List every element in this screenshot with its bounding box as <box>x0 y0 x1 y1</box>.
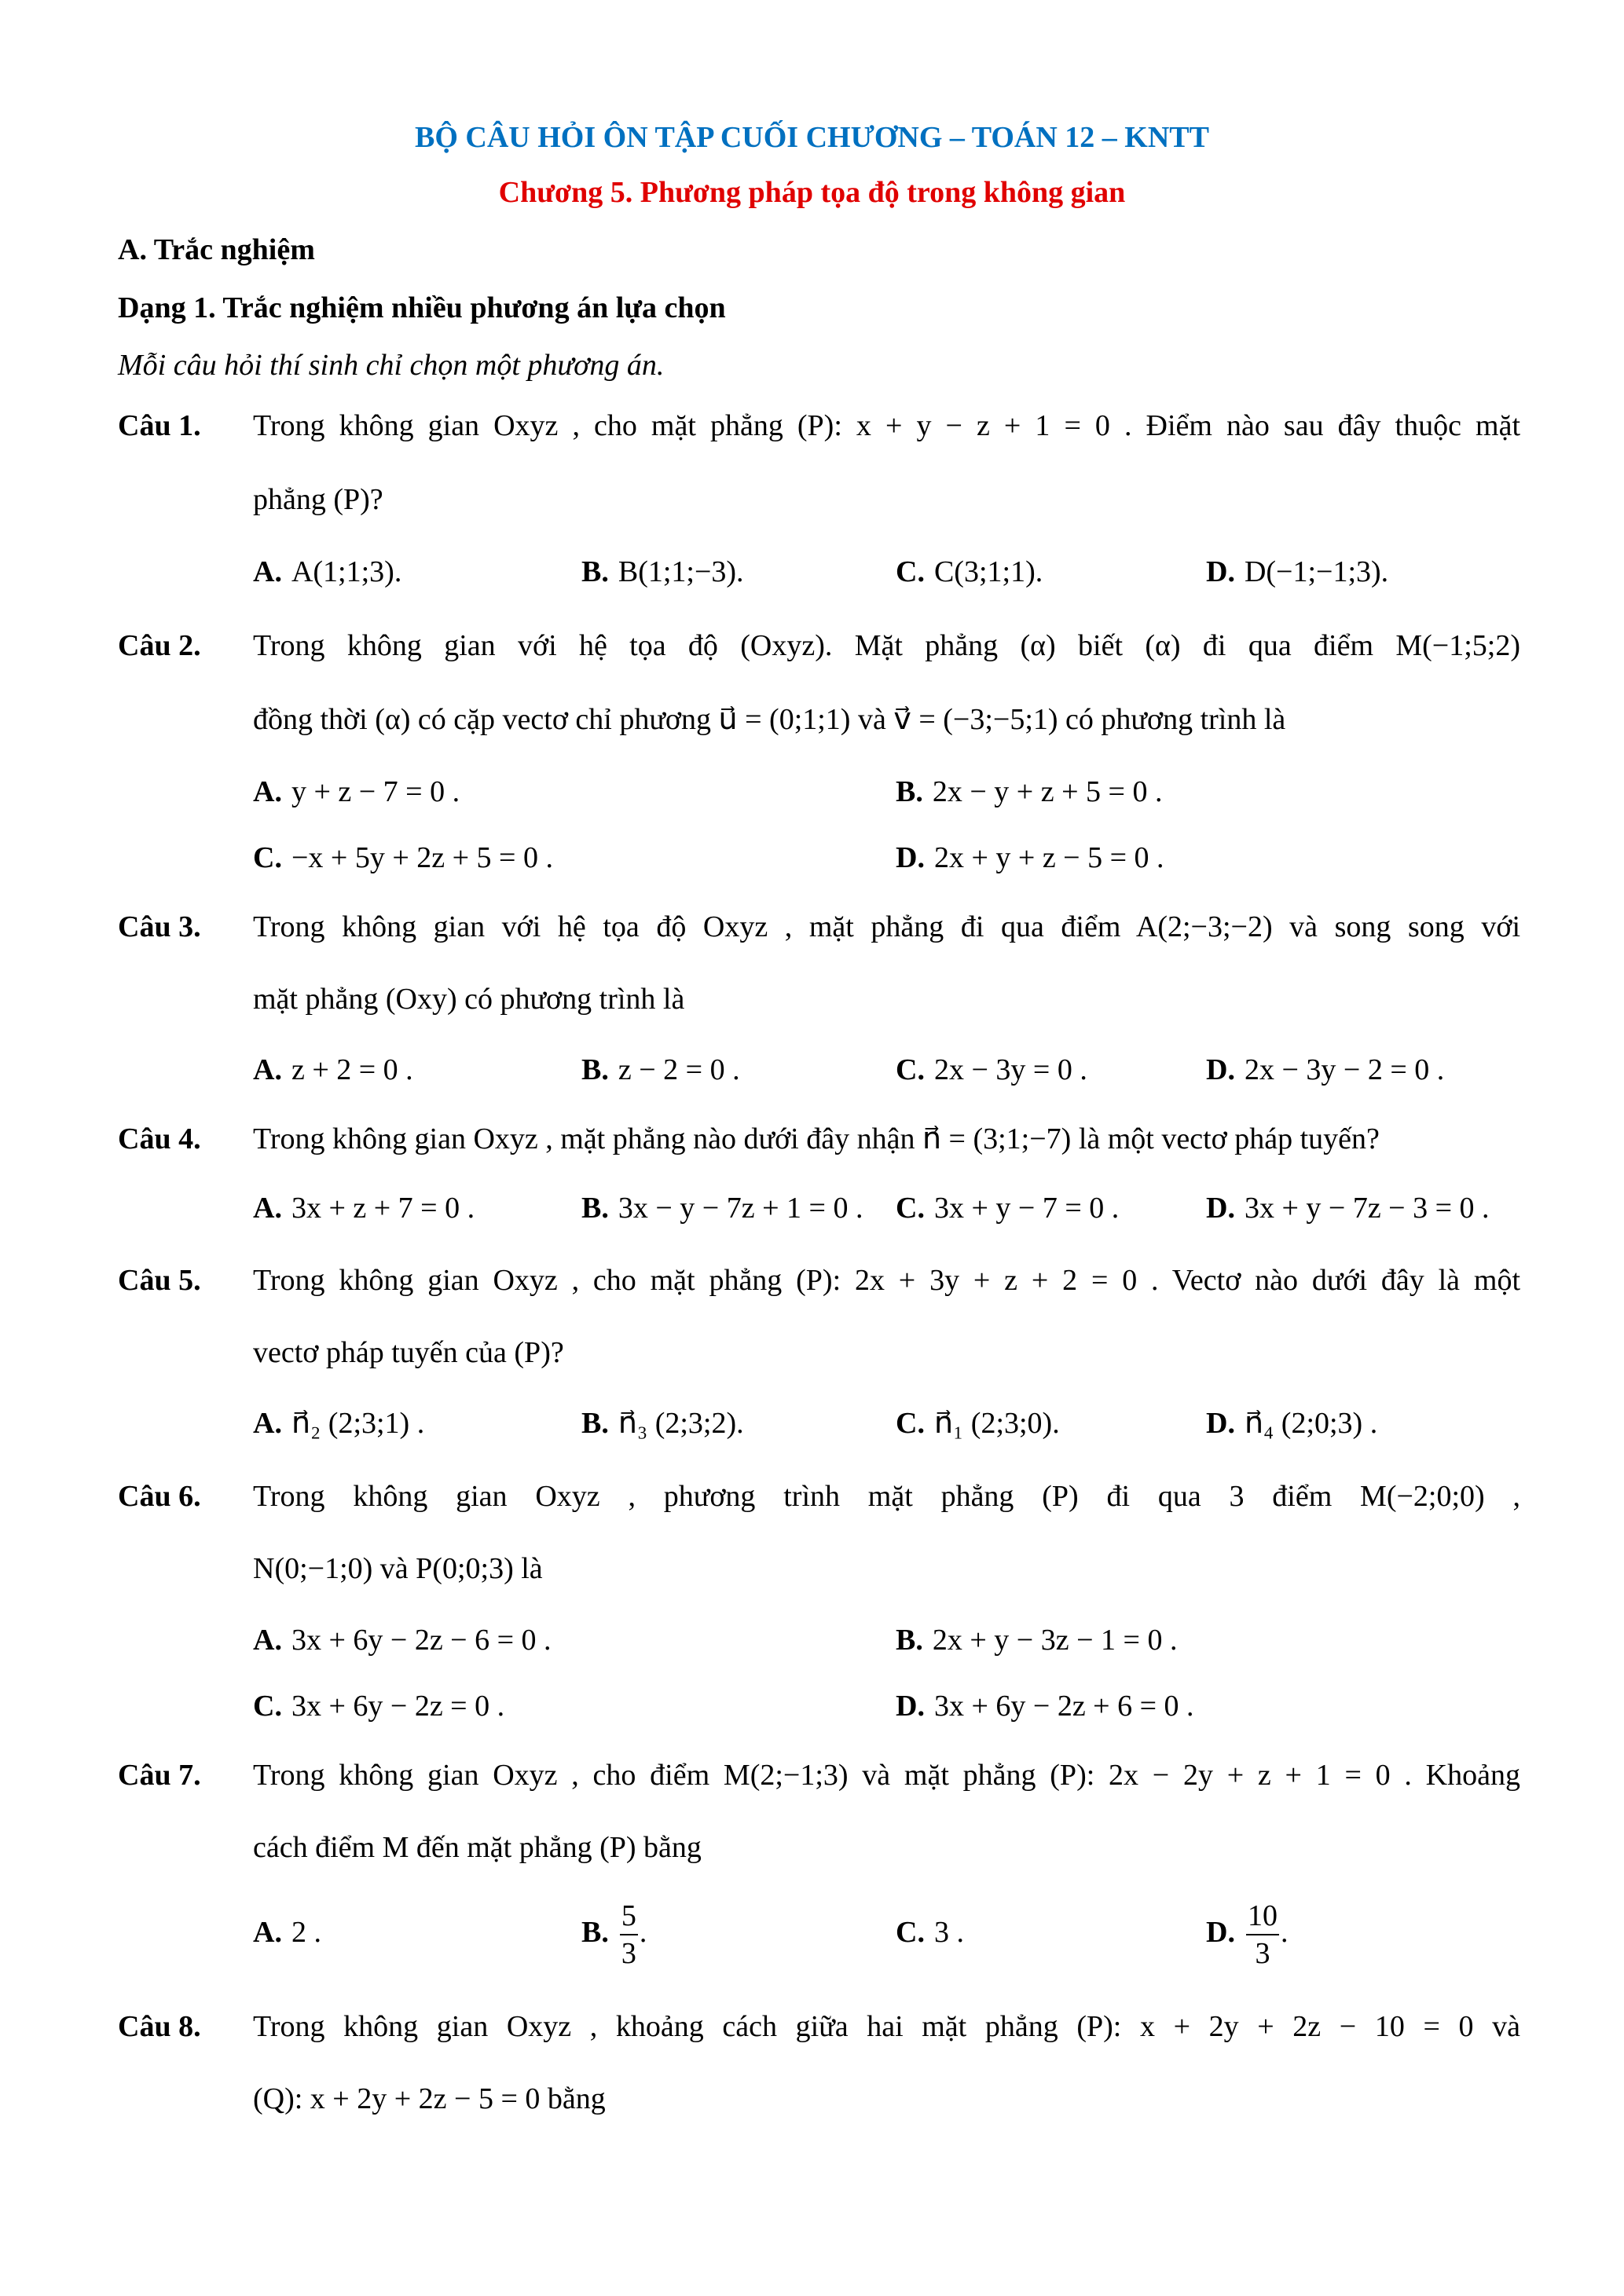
document-title: BỘ CÂU HỎI ÔN TẬP CUỐI CHƯƠNG – TOÁN 12 – KNTT <box>415 121 1209 154</box>
question-text-line: (Q): x + 2y + 2z − 5 = 0 bằng <box>253 2082 606 2115</box>
option-text: 2x − y + z + 5 = 0 . <box>932 775 1163 808</box>
option-b[interactable] <box>581 552 744 591</box>
option-key: A. <box>253 775 282 808</box>
option-text: 3x + 6y − 2z + 6 = 0 . <box>933 1690 1194 1723</box>
question-text-line: Trong không gian Oxyz , phương trình mặt phẳng (P) đi qua 3 điểm M(−2;0;0) , <box>253 1480 1520 1513</box>
option-text: 2x + y + z − 5 = 0 . <box>933 841 1164 874</box>
option-a[interactable] <box>253 1404 424 1443</box>
option-c[interactable] <box>896 1913 964 1952</box>
option-d[interactable] <box>896 1686 1194 1726</box>
option-c[interactable] <box>253 1686 504 1726</box>
option-d[interactable] <box>1206 1893 1288 1972</box>
option-c[interactable] <box>253 838 553 877</box>
section-part-heading: A. Trắc nghiệm <box>118 233 315 266</box>
fraction-denominator: 3 <box>1255 1937 1270 1971</box>
option-b[interactable] <box>896 1620 1177 1660</box>
section-type-heading: Dạng 1. Trắc nghiệm nhiều phương án lựa chọn <box>118 291 726 324</box>
option-d[interactable] <box>1206 1050 1444 1089</box>
option-key: B. <box>581 1053 609 1086</box>
option-a[interactable] <box>253 1188 475 1228</box>
option-b[interactable] <box>896 772 1162 811</box>
option-b[interactable] <box>581 1404 744 1443</box>
option-text: C(3;1;1). <box>933 555 1043 588</box>
option-text: 2 . <box>291 1916 321 1949</box>
option-key: D. <box>1206 1053 1235 1086</box>
question-text-line: phẳng (P)? <box>253 483 383 516</box>
question-text-line: Trong không gian Oxyz , cho mặt phẳng (P): x + y − z + 1 = 0 . Điểm nào sau đây thuộc mặt <box>253 409 1520 442</box>
option-text: z + 2 = 0 . <box>291 1053 413 1086</box>
question-label: Câu 6. <box>118 1480 201 1513</box>
option-text: 3 . <box>933 1916 964 1949</box>
question-label: Câu 4. <box>118 1122 201 1155</box>
option-key: A. <box>253 1053 282 1086</box>
chapter-title: Chương 5. Phương pháp tọa độ trong không gian <box>498 176 1126 209</box>
option-key: D. <box>896 1690 925 1723</box>
option-key: C. <box>896 1916 925 1949</box>
fraction <box>1246 1899 1279 1971</box>
option-text: 3x + 6y − 2z − 6 = 0 . <box>291 1624 552 1657</box>
option-text: n⃗₃ (2;3;2). <box>618 1407 744 1440</box>
option-c[interactable] <box>896 1188 1119 1228</box>
option-suffix: . <box>1280 1916 1289 1949</box>
option-suffix: . <box>639 1916 647 1949</box>
option-key: D. <box>1206 555 1235 588</box>
question-text-line: Trong không gian Oxyz , cho điểm M(2;−1;3) và mặt phẳng (P): 2x − 2y + z + 1 = 0 . Khoảng <box>253 1759 1520 1792</box>
option-text: n⃗₁ (2;3;0). <box>933 1407 1060 1440</box>
option-b[interactable] <box>581 1050 740 1089</box>
fraction <box>620 1899 638 1971</box>
option-key: A. <box>253 1916 282 1949</box>
option-a[interactable] <box>253 1620 552 1660</box>
option-a[interactable] <box>253 1050 413 1089</box>
option-d[interactable] <box>1206 1404 1377 1443</box>
option-a[interactable] <box>253 772 460 811</box>
option-key: D. <box>1206 1916 1235 1949</box>
option-key: A. <box>253 1407 282 1440</box>
option-b[interactable] <box>581 1893 647 1972</box>
option-key: C. <box>253 841 282 874</box>
question-label: Câu 5. <box>118 1264 201 1297</box>
question-label: Câu 2. <box>118 629 201 662</box>
option-d[interactable] <box>1206 1188 1490 1228</box>
option-key: B. <box>581 1407 609 1440</box>
option-key: D. <box>1206 1407 1235 1440</box>
option-key: A. <box>253 1624 282 1657</box>
option-key: D. <box>1206 1192 1235 1225</box>
option-key: D. <box>896 841 925 874</box>
option-text: 2x − 3y − 2 = 0 . <box>1244 1053 1445 1086</box>
option-text: B(1;1;−3). <box>618 555 744 588</box>
option-text: 3x + y − 7 = 0 . <box>933 1192 1120 1225</box>
option-key: C. <box>896 555 925 588</box>
question-label: Câu 3. <box>118 910 201 943</box>
question-label: Câu 7. <box>118 1759 201 1792</box>
option-text: 3x − y − 7z + 1 = 0 . <box>618 1192 863 1225</box>
option-text: A(1;1;3). <box>291 555 402 588</box>
option-key: B. <box>581 1192 609 1225</box>
question-text-line: Trong không gian Oxyz , cho mặt phẳng (P): 2x + 3y + z + 2 = 0 . Vectơ nào dưới đây là một <box>253 1264 1520 1297</box>
question-text-line: cách điểm M đến mặt phẳng (P) bằng <box>253 1831 702 1864</box>
option-text: n⃗₂ (2;3;1) . <box>291 1407 425 1440</box>
option-text: n⃗₄ (2;0;3) . <box>1244 1407 1378 1440</box>
question-text-line: Trong không gian Oxyz , mặt phẳng nào dưới đây nhận n⃗ = (3;1;−7) là một vectơ pháp tuyến? <box>253 1122 1380 1155</box>
question-text-line: mặt phẳng (Oxy) có phương trình là <box>253 983 685 1016</box>
option-text: z − 2 = 0 . <box>618 1053 740 1086</box>
question-label: Câu 1. <box>118 409 201 442</box>
option-text: D(−1;−1;3). <box>1244 555 1389 588</box>
option-text: y + z − 7 = 0 . <box>291 775 460 808</box>
question-text-line: vectơ pháp tuyến của (P)? <box>253 1336 564 1369</box>
option-a[interactable] <box>253 1913 321 1952</box>
option-text: −x + 5y + 2z + 5 = 0 . <box>291 841 553 874</box>
option-key: B. <box>896 1624 923 1657</box>
option-key: A. <box>253 1192 282 1225</box>
option-c[interactable] <box>896 1404 1060 1443</box>
option-key: C. <box>896 1407 925 1440</box>
option-text: 2x − 3y = 0 . <box>933 1053 1087 1086</box>
option-key: A. <box>253 555 282 588</box>
option-key: C. <box>896 1192 925 1225</box>
option-text: 3x + z + 7 = 0 . <box>291 1192 475 1225</box>
option-a[interactable] <box>253 552 401 591</box>
option-b[interactable] <box>581 1188 863 1228</box>
option-key: C. <box>896 1053 925 1086</box>
fraction-denominator: 3 <box>621 1937 636 1971</box>
option-text: 3x + y − 7z − 3 = 0 . <box>1244 1192 1490 1225</box>
option-c[interactable] <box>896 1050 1087 1089</box>
option-text: 2x + y − 3z − 1 = 0 . <box>932 1624 1178 1657</box>
instruction-text: Mỗi câu hỏi thí sinh chỉ chọn một phương án. <box>118 349 665 382</box>
question-text-line: N(0;−1;0) và P(0;0;3) là <box>253 1552 543 1585</box>
option-key: B. <box>581 1916 609 1949</box>
question-label: Câu 8. <box>118 2010 201 2043</box>
fraction-numerator: 10 <box>1246 1901 1279 1935</box>
question-text-line: đồng thời (α) có cặp vectơ chỉ phương u⃗ = (0;1;1) và v⃗ = (−3;−5;1) có phương trình là <box>253 703 1286 736</box>
option-text: 3x + 6y − 2z = 0 . <box>291 1690 505 1723</box>
question-text-line: Trong không gian với hệ tọa độ Oxyz , mặt phẳng đi qua điểm A(2;−3;−2) và song song với <box>253 910 1520 943</box>
option-key: C. <box>253 1690 282 1723</box>
question-text-line: Trong không gian Oxyz , khoảng cách giữa hai mặt phẳng (P): x + 2y + 2z − 10 = 0 và <box>253 2010 1520 2043</box>
option-key: B. <box>896 775 923 808</box>
option-c[interactable] <box>896 552 1043 591</box>
option-d[interactable] <box>1206 552 1388 591</box>
fraction-numerator: 5 <box>620 1901 638 1935</box>
option-d[interactable] <box>896 838 1164 877</box>
option-key: B. <box>581 555 609 588</box>
question-text-line: Trong không gian với hệ tọa độ (Oxyz). Mặt phẳng (α) biết (α) đi qua điểm M(−1;5;2) <box>253 629 1520 662</box>
